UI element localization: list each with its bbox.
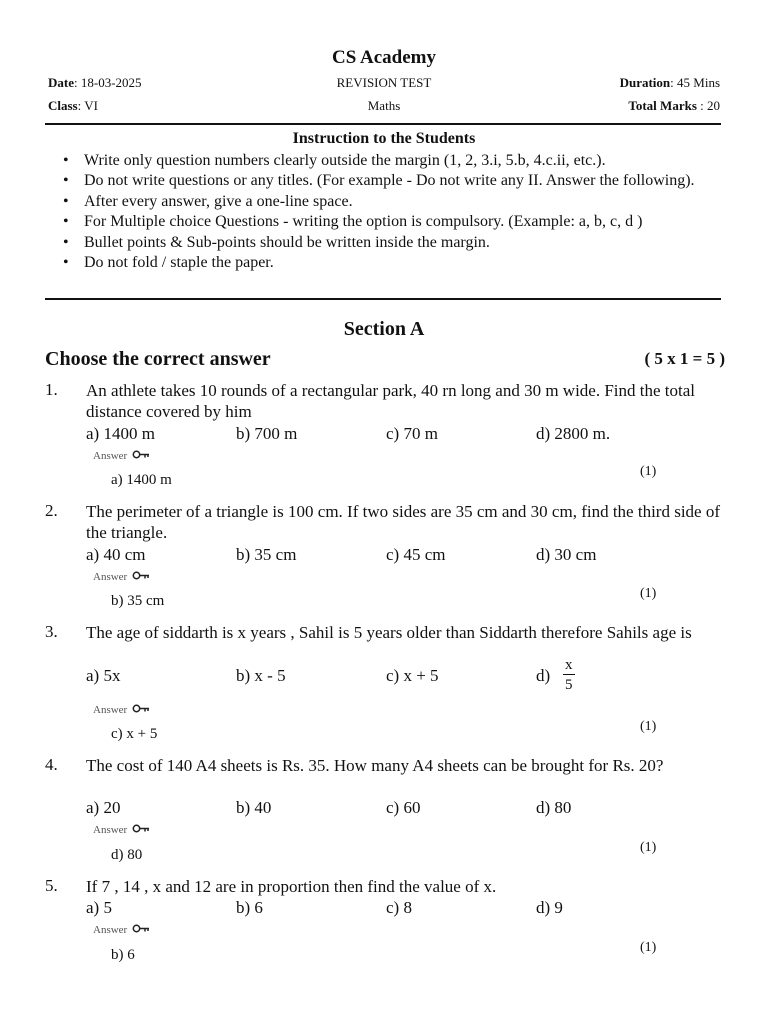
question-text: The perimeter of a triangle is 100 cm. If two sides are 35 cm and 30 cm, find the third side of the triangle. — [86, 502, 721, 542]
question-mark: (1) — [640, 940, 657, 955]
question-mark: (1) — [640, 464, 657, 479]
instruction-item: • Do not write questions or any titles. (For example - Do not write any II. Answer the following). — [60, 171, 725, 191]
total-marks-value: : 20 — [696, 98, 720, 113]
option-c: c) 60 — [386, 798, 421, 817]
answer-toggle[interactable] — [93, 824, 150, 836]
duration-value: : 45 Mins — [670, 75, 720, 90]
instructions-list — [60, 151, 725, 273]
question-number: 3. — [45, 622, 58, 641]
test-name: REVISION TEST — [336, 75, 432, 90]
section-title: Section A — [343, 318, 425, 340]
option-a: a) 1400 m — [86, 424, 155, 443]
instruction-item: • Write only question numbers clearly outside the margin (1, 2, 3.i, 5.b, 4.c.ii, etc.). — [60, 151, 725, 171]
question-text: An athlete takes 10 rounds of a rectangular park, 40 rn long and 30 m wide. Find the total distance covered by him — [86, 381, 696, 421]
total-marks-label: Total Marks — [628, 98, 697, 113]
answer-toggle[interactable] — [93, 924, 150, 936]
class-label: Class — [48, 98, 78, 113]
instruction-item: • Do not fold / staple the paper. — [60, 253, 725, 273]
answer-label: Answer — [93, 924, 128, 936]
option-a: a) 5x — [86, 666, 121, 685]
option-c: c) x + 5 — [386, 666, 439, 685]
question-text: If 7 , 14 , x and 12 are in proportion then find the value of x. — [86, 877, 497, 896]
key-icon — [132, 924, 150, 936]
answer-toggle[interactable] — [93, 571, 150, 583]
section-marks: ( 5 x 1 = 5 ) — [644, 349, 725, 368]
option-b: b) x - 5 — [236, 666, 286, 685]
option-c: c) 70 m — [386, 424, 438, 443]
question-mark: (1) — [640, 840, 657, 855]
question-mark: (1) — [640, 719, 657, 734]
key-icon — [132, 571, 150, 583]
option-d-fraction — [563, 657, 575, 693]
instruction-item: • For Multiple choice Questions - writing the option is compulsory. (Example: a, b, c, d ) — [60, 212, 725, 232]
option-a: a) 20 — [86, 798, 121, 817]
question-number: 1. — [45, 380, 58, 399]
option-c: c) 45 cm — [386, 545, 446, 564]
instruction-item: • After every answer, give a one-line space. — [60, 192, 725, 212]
subject: Maths — [367, 98, 401, 113]
option-b: b) 700 m — [236, 424, 298, 443]
answer-toggle[interactable] — [93, 704, 150, 716]
header-divider — [45, 123, 721, 125]
key-icon — [132, 824, 150, 836]
class-value: : VI — [77, 98, 98, 113]
instructions-title: Instruction to the Students — [292, 130, 476, 147]
fraction-numerator: x — [565, 657, 573, 673]
answer-label: Answer — [93, 824, 128, 836]
answer-value: b) 6 — [111, 947, 135, 963]
duration-label: Duration — [619, 75, 671, 90]
school-name: CS Academy — [332, 47, 436, 68]
question-text: The cost of 140 A4 sheets is Rs. 35. How many A4 sheets can be brought for Rs. 20? — [86, 756, 664, 775]
key-icon — [132, 704, 150, 716]
answer-toggle[interactable] — [93, 450, 150, 462]
answer-value: d) 80 — [111, 847, 143, 863]
option-d: d) 2800 m. — [536, 424, 611, 443]
option-d-label: d) — [536, 666, 551, 685]
option-d: d) 30 cm — [536, 545, 597, 564]
total-marks-field — [628, 98, 720, 114]
option-d — [536, 666, 550, 686]
date-label: Date — [48, 75, 74, 90]
option-b: b) 40 — [236, 798, 272, 817]
question-number: 5. — [45, 876, 58, 895]
key-icon — [132, 450, 150, 462]
option-a: a) 40 cm — [86, 545, 146, 564]
option-b: b) 6 — [236, 898, 263, 917]
question-text: The age of siddarth is x years , Sahil is 5 years older than Siddarth therefore Sahils age is — [86, 623, 692, 642]
option-d: d) 80 — [536, 798, 572, 817]
answer-value: b) 35 cm — [111, 593, 165, 609]
section-heading: Choose the correct answer — [45, 348, 271, 370]
answer-label: Answer — [93, 450, 128, 462]
answer-label: Answer — [93, 704, 128, 716]
date-value: : 18-03-2025 — [74, 75, 142, 90]
option-a: a) 5 — [86, 898, 112, 917]
question-mark: (1) — [640, 586, 657, 601]
duration-field — [620, 75, 720, 91]
fraction-denominator: 5 — [565, 677, 573, 693]
answer-label: Answer — [93, 571, 128, 583]
instructions-divider — [45, 298, 721, 300]
instruction-item: • Bullet points & Sub-points should be written inside the margin. — [60, 233, 725, 253]
question-number: 2. — [45, 501, 58, 520]
option-c: c) 8 — [386, 898, 412, 917]
answer-value: a) 1400 m — [111, 472, 172, 488]
option-b: b) 35 cm — [236, 545, 297, 564]
answer-value: c) x + 5 — [111, 726, 158, 742]
option-d: d) 9 — [536, 898, 563, 917]
question-number: 4. — [45, 755, 58, 774]
